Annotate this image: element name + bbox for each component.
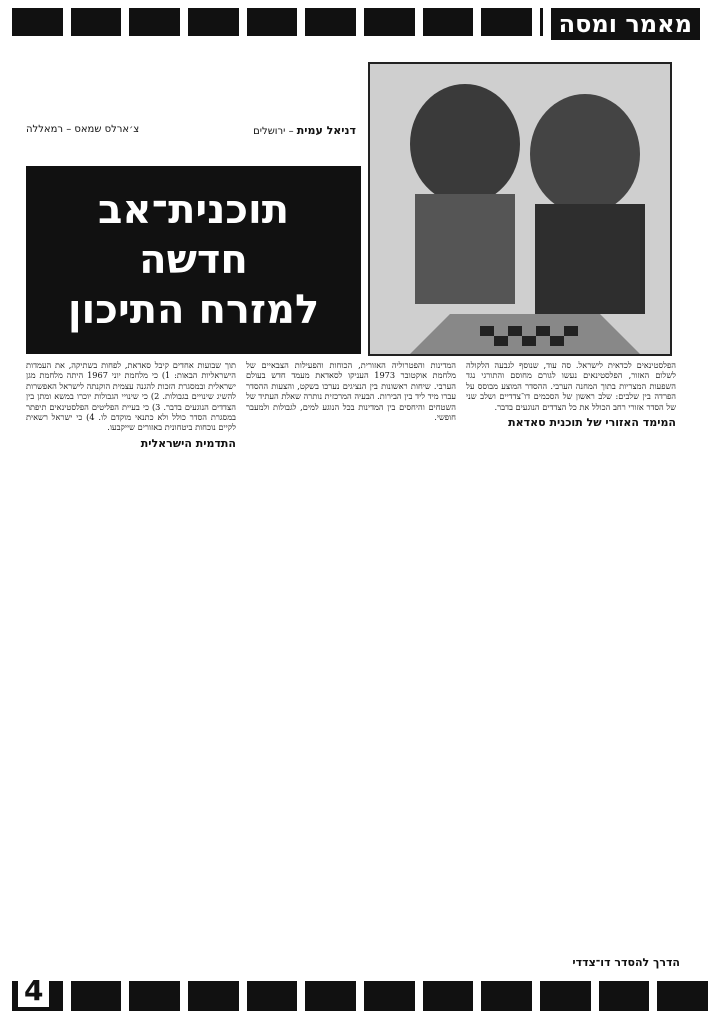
subhead-israeli-image: התדמית הישראלית xyxy=(140,436,236,450)
headline-box xyxy=(26,166,361,354)
section-title: מאמר ומסה xyxy=(551,8,700,40)
film-strip-bottom xyxy=(12,981,708,1011)
page-number: 4 xyxy=(18,974,49,1007)
column-left xyxy=(466,360,676,950)
illustration-chess-players xyxy=(368,62,672,356)
headline-line-2: חדשה xyxy=(139,237,248,283)
subhead-bilateral: הדרך להסדר דו־צדדי xyxy=(572,956,680,969)
article-body xyxy=(26,360,676,950)
subhead-regional-dimension: המימד האזורי של תוכנית סאדאת xyxy=(508,416,676,430)
author-city: ירושלים xyxy=(253,126,286,137)
column-middle xyxy=(246,360,456,950)
author-name: דניאל עמית xyxy=(296,124,356,137)
section-header xyxy=(543,8,708,40)
headline-line-3: למזרח התיכון xyxy=(67,287,320,333)
paragraph: הפלסטינאים לכדאית לישראל. סה עוד, שנוסף לגבעה הלקולה לשלום האזור, הפלסטינאים נעשו לגורם מחוסם והתורגי נגד השפעות המצריות בתוך המחנה הערבי. ההסדר המוצע מבוסס על הפרדה בין שלבים: שלב ראשון של הסכמים דו־צדדיים ושלב שני של הסדר אזורי רחב הכולל את כל הצדדים הנוגעים בדבר. xyxy=(466,360,676,412)
headline-line-1: תוכנית־אב xyxy=(97,187,290,233)
column-right xyxy=(26,360,236,950)
byline: דניאל עמית – ירושלים צ׳ארלס שמאס – רמאללה xyxy=(26,124,356,137)
paragraph: המדינות והפטרוליה האזורית, הכוחות והפעילות הצבאיים של מלחמת אוקטובר 1973 העניקו לסאדאת מעמד חדש בעולם הערבי. שיחות ראשונות בין הנציגים נערכו בשקט, והצעות ההסדר עברו מיד ליד בין הבירות. הבעיה המרכזית נותרה שאלת העתיד של השטחים והיחסים בין המדינות בכל הנוגע למים, לגבולות ולמעבר חופשי. xyxy=(246,360,456,423)
translator-credit: צ׳ארלס שמאס – רמאללה xyxy=(26,124,140,135)
paragraph: תוך שבועות אחדים קיבל סאדאת, לפחות בשתיקה, את העמדות הישראליות הבאות: 1) כי מלחמת יוני 1967 היתה מלחמת מגן ישראלית ובמסגרת הזכות להגנה עצמית הוקנתה לישראל האפשרות להשיג שינויים בגבולות. 2) כי שינויי הגבולות יוכרו במשא ומתן בין הצדדים הנוגעים בדבר. 3) כי בעיית הפליטים הפלסטינאים תיפתר במסגרת הסדר כולל ולא כתנאי מוקדם לו. 4) כי ישראל רשאית לקיים נוכחות ביטחונית באזורים שייקבעו. xyxy=(26,360,236,433)
